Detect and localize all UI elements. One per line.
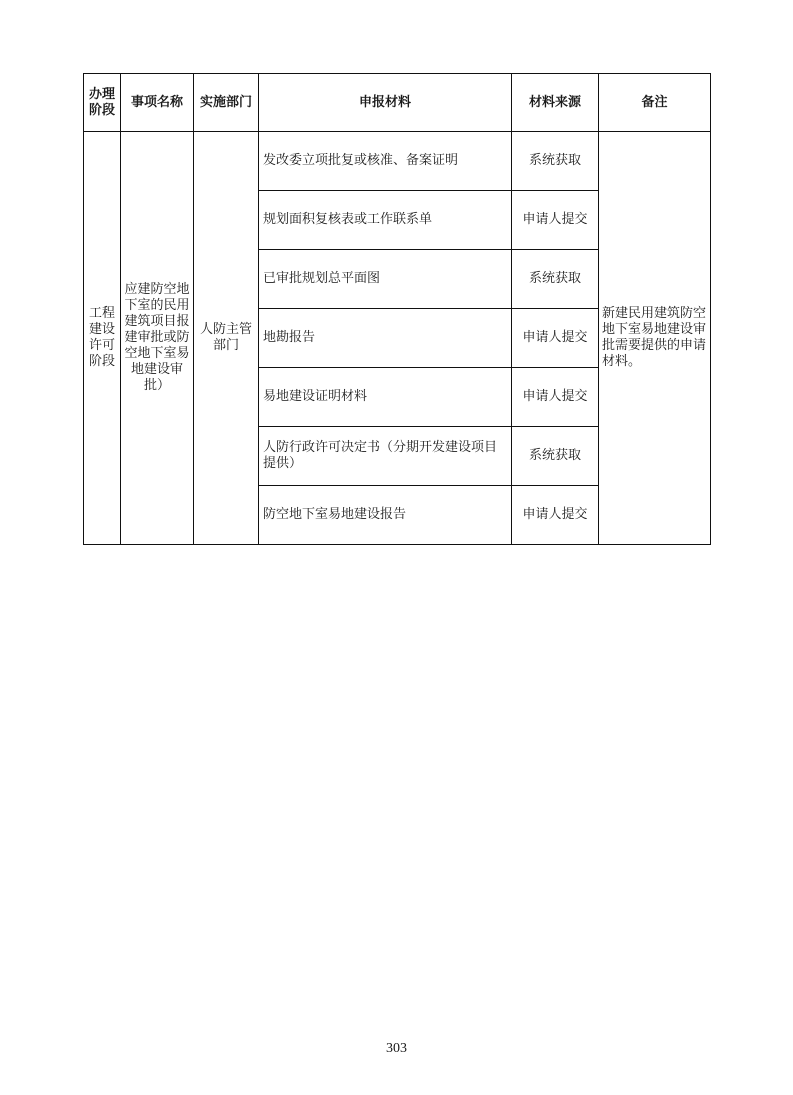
item-name-cell: 应建防空地下室的民用建筑项目报建审批或防空地下室易地建设审批） (121, 132, 194, 545)
table-row (84, 132, 711, 191)
source-cell: 系统获取 (512, 132, 599, 191)
material-cell: 防空地下室易地建设报告 (259, 486, 512, 545)
header-stage: 办理阶段 (84, 74, 121, 132)
page-number: 303 (386, 1041, 407, 1056)
header-materials: 申报材料 (259, 74, 512, 132)
source-cell: 申请人提交 (512, 309, 599, 368)
header-row (84, 74, 711, 132)
source-cell: 申请人提交 (512, 486, 599, 545)
header-note: 备注 (599, 74, 711, 132)
header-source: 材料来源 (512, 74, 599, 132)
header-item-name: 事项名称 (121, 74, 194, 132)
materials-table (83, 73, 711, 545)
material-cell: 地勘报告 (259, 309, 512, 368)
note-cell: 新建民用建筑防空地下室易地建设审批需要提供的申请材料。 (599, 132, 711, 545)
stage-cell: 工程建设许可阶段 (84, 132, 121, 545)
source-cell: 系统获取 (512, 427, 599, 486)
material-cell: 规划面积复核表或工作联系单 (259, 191, 512, 250)
header-department: 实施部门 (194, 74, 259, 132)
source-cell: 申请人提交 (512, 191, 599, 250)
source-cell: 申请人提交 (512, 368, 599, 427)
material-cell: 发改委立项批复或核准、备案证明 (259, 132, 512, 191)
material-cell: 已审批规划总平面图 (259, 250, 512, 309)
source-cell: 系统获取 (512, 250, 599, 309)
material-cell: 人防行政许可决定书（分期开发建设项目提供） (259, 427, 512, 486)
material-cell: 易地建设证明材料 (259, 368, 512, 427)
department-cell: 人防主管部门 (194, 132, 259, 545)
